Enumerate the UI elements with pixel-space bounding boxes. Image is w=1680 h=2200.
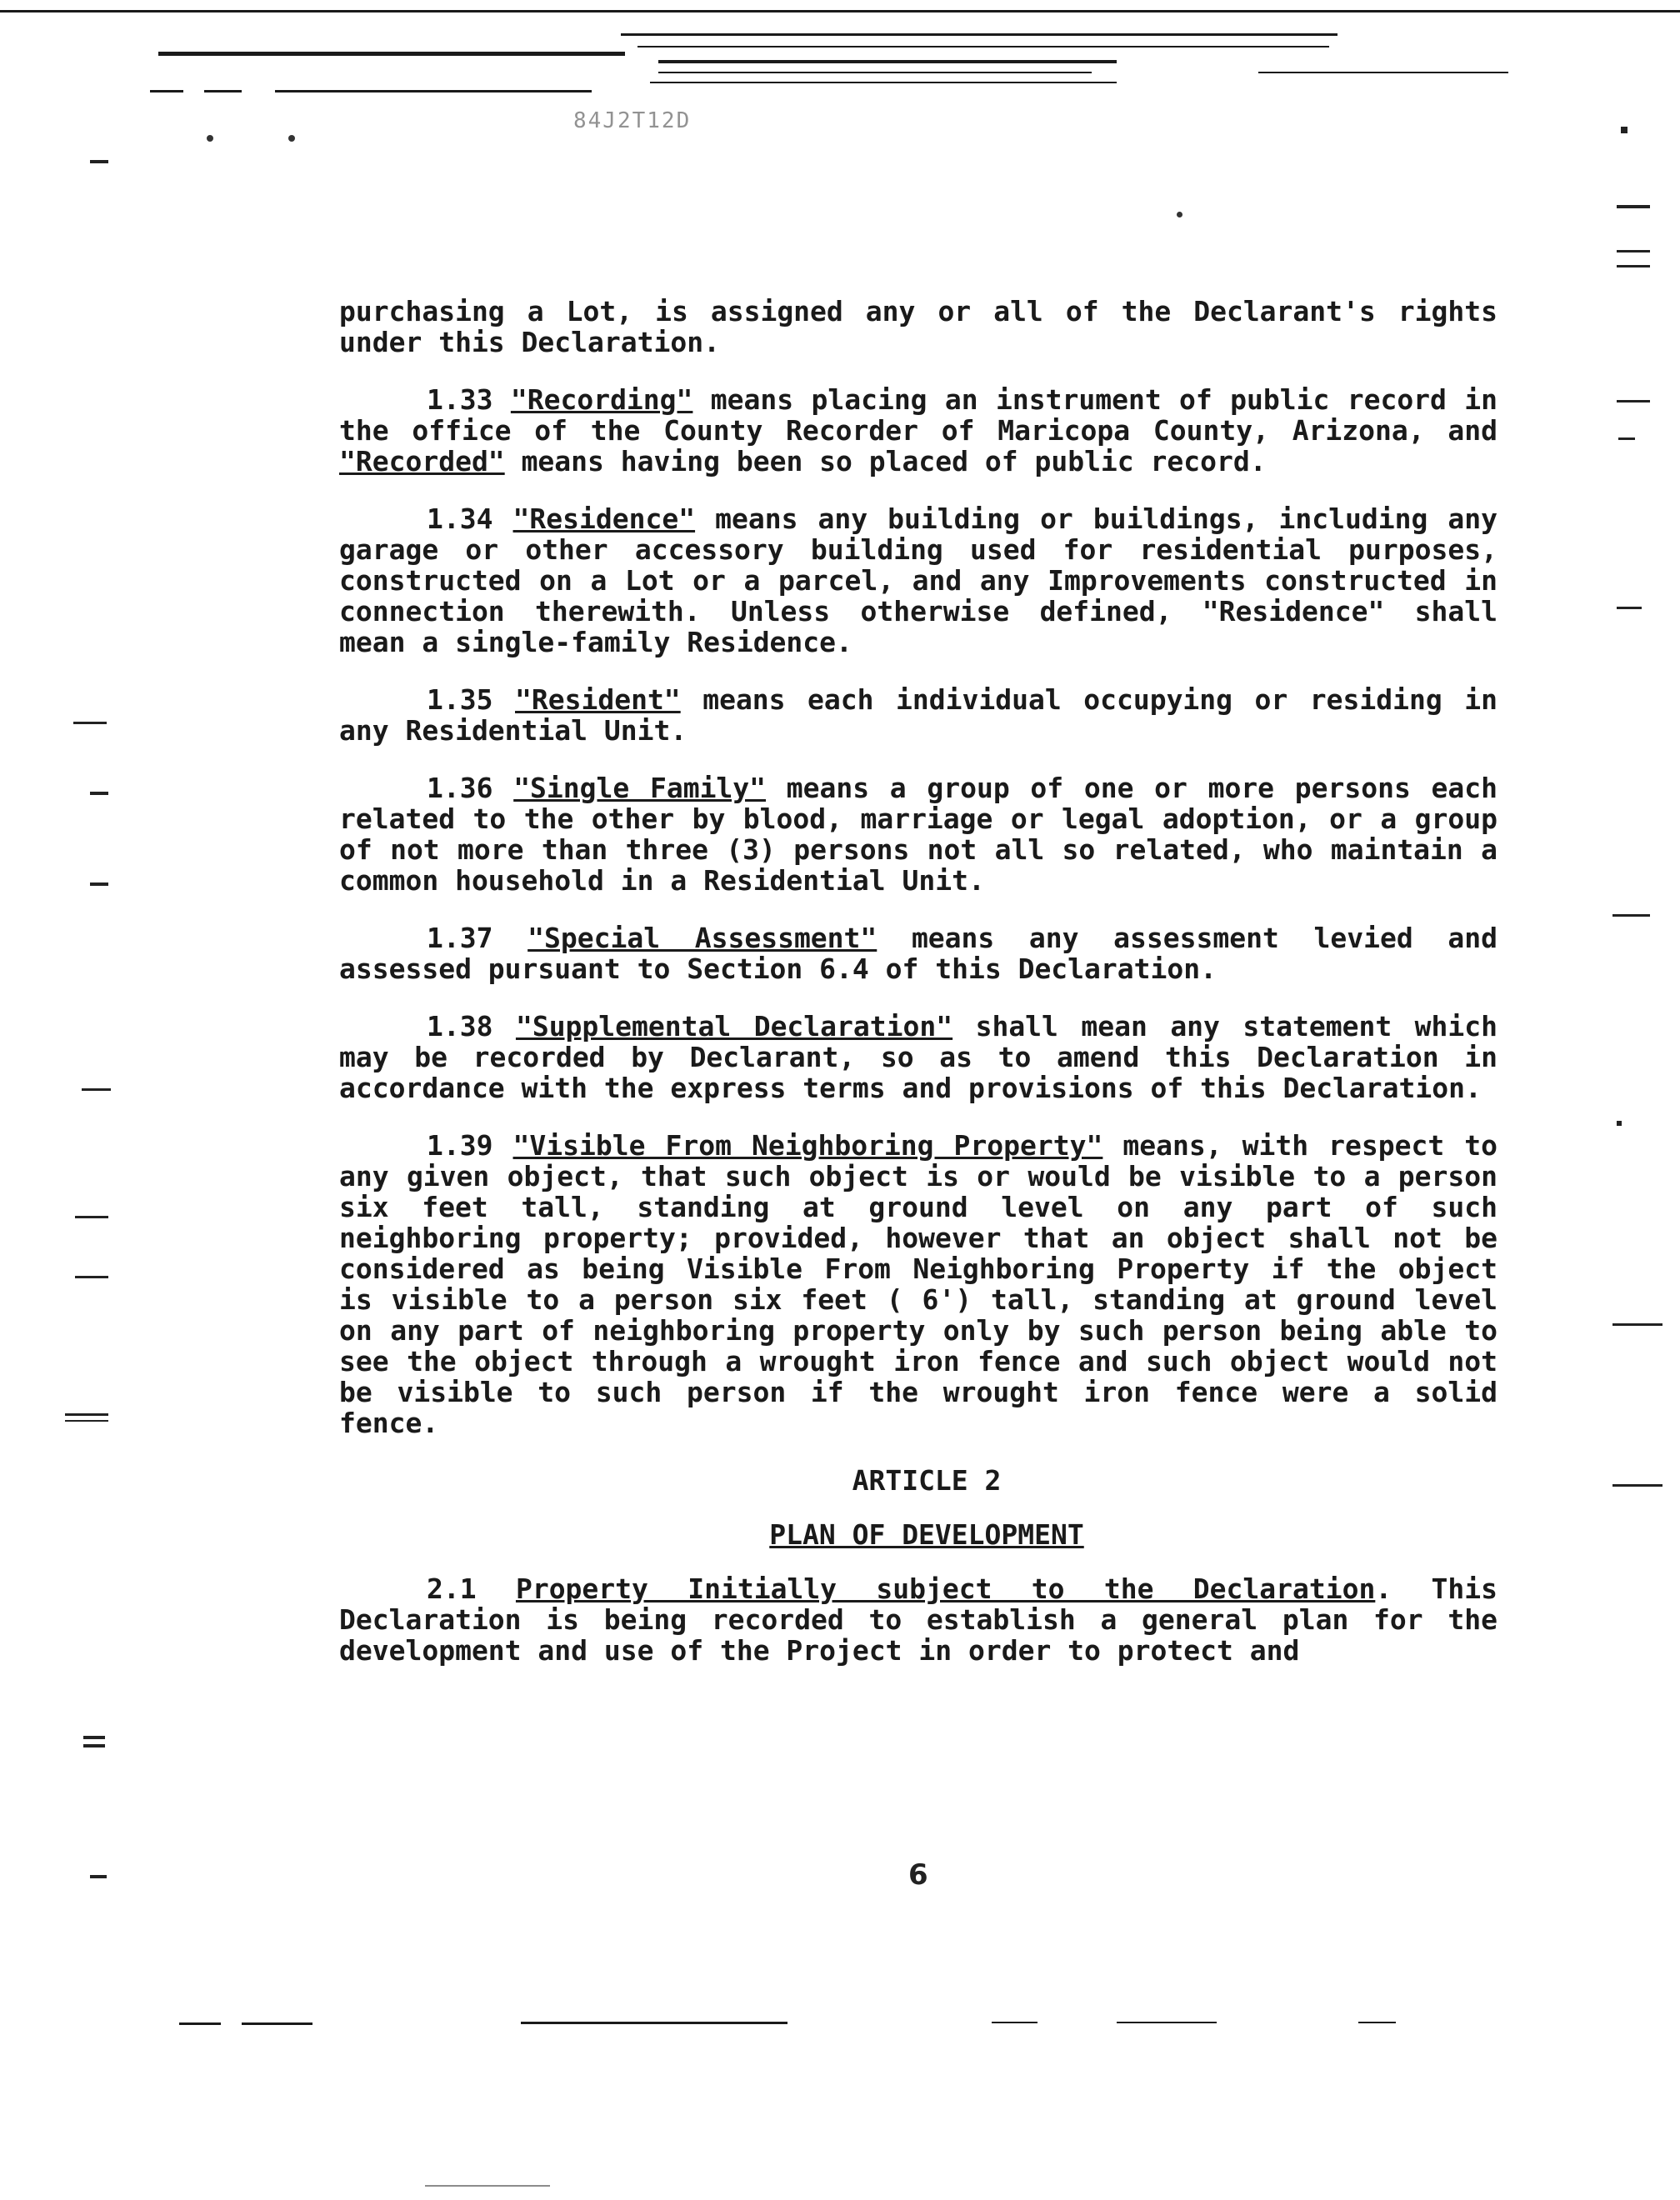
definition-text: shall mean any statement which may be recorded by Declarant, so as to amend this Declaration in accordance with the express terms and provisions of this Declaration. (339, 1010, 1498, 1104)
footer-rule (992, 2022, 1038, 2023)
header-rule (650, 82, 1117, 83)
header-stamp: 84J2T12D (573, 108, 692, 133)
definition-number: 1.35 (427, 683, 493, 716)
margin-mark (1612, 1484, 1662, 1487)
header-rule (1258, 72, 1508, 73)
section-heading: Property Initially subject to the Declaration (515, 1572, 1376, 1605)
definition-1-37 (339, 922, 1498, 984)
definition-text: means each individual occupying or residing in any Residential Unit. (339, 683, 1498, 747)
footer-rule (1358, 2022, 1396, 2023)
definition-term: "Recording" (510, 383, 693, 416)
definition-term: "Single Family" (513, 772, 767, 804)
margin-mark (1617, 265, 1650, 268)
header-rule (658, 60, 1117, 63)
margin-mark (65, 1420, 108, 1422)
margin-mark (75, 1276, 108, 1278)
page-number: 6 (908, 1858, 928, 1892)
intro-paragraph (339, 296, 1498, 358)
definition-number: 1.37 (427, 922, 493, 954)
margin-mark (90, 160, 108, 163)
definition-term: "Visible From Neighboring Property" (512, 1129, 1103, 1162)
header-rule (150, 90, 183, 92)
definition-number: 1.39 (427, 1129, 493, 1162)
header-rule (638, 46, 1329, 48)
footer-rule (521, 2022, 788, 2024)
intro-text: purchasing a Lot, is assigned any or all of the Declarant's rights under this Declaration. (339, 295, 1498, 358)
article-subtitle-text: PLAN OF DEVELOPMENT (769, 1518, 1084, 1551)
margin-mark (1612, 1323, 1662, 1326)
definition-text: means any building or buildings, including any garage or other accessory building used for residential purposes, constructed on a Lot or a parcel, and any Improvements constructed in connection therewith. Unless otherwise defined, "Residence" shall mean a single-family Residence. (339, 502, 1498, 658)
scan-speck (207, 135, 213, 142)
margin-mark (1617, 250, 1650, 252)
definition-number: 1.34 (427, 502, 493, 535)
definition-term: "Resident" (515, 683, 681, 716)
margin-mark (1621, 127, 1628, 133)
definition-text: means a group of one or more persons each related to the other by blood, marriage or legal adoption, or a group of not more than three (3) persons not all so related, who maintain a common household in a Residential Unit. (339, 772, 1498, 897)
margin-mark (75, 1216, 108, 1218)
section-number: 2.1 (427, 1572, 477, 1605)
footer-rule (1117, 2022, 1217, 2023)
definition-term: "Residence" (512, 502, 696, 535)
article-subtitle (339, 1519, 1498, 1550)
definition-1-34 (339, 503, 1498, 658)
footer-rule (242, 2022, 312, 2025)
margin-mark (90, 882, 108, 886)
margin-mark (90, 1875, 107, 1878)
definition-term-secondary: "Recorded" (339, 445, 505, 478)
margin-mark (1617, 205, 1650, 208)
header-rule (621, 33, 1338, 36)
margin-mark (83, 1736, 105, 1739)
margin-mark (1618, 438, 1635, 440)
definition-number: 1.38 (427, 1010, 493, 1042)
article-title: ARTICLE 2 (852, 1464, 1002, 1497)
definition-text-secondary: means having been so placed of public record. (521, 445, 1267, 478)
margin-mark (83, 1744, 105, 1748)
top-border-line (0, 10, 1680, 12)
definition-1-35 (339, 684, 1498, 746)
definition-text: means, with respect to any given object, that such object is or would be visible to a person six feet tall, standing at ground level on any part of such neighboring property; provided, however that an object shall not be considered as being Visible From Neighboring Property if the object is visible to a person six feet ( 6') tall, standing at ground level on any part of neighboring property only by such person being able to see the object through a wrought iron fence and such object would not be visible to such person if the wrought iron fence were a solid fence. (339, 1129, 1498, 1439)
definition-term: "Supplemental Declaration" (515, 1010, 953, 1042)
header-rule (204, 90, 242, 92)
section-2-1 (339, 1573, 1498, 1666)
scan-speck (288, 135, 295, 142)
margin-mark (1617, 400, 1650, 402)
definition-1-36 (339, 772, 1498, 896)
definition-text: means any assessment levied and assessed pursuant to Section 6.4 of this Declaration. (339, 922, 1498, 985)
definition-text: means placing an instrument of public record in the office of the County Recorder of Maricopa County, Arizona, and (339, 383, 1498, 447)
margin-mark (1617, 1121, 1622, 1126)
margin-mark (1612, 914, 1650, 917)
definition-number: 1.33 (427, 383, 493, 416)
margin-mark (90, 792, 108, 795)
definition-number: 1.36 (427, 772, 493, 804)
header-rule (275, 90, 592, 92)
footer-rule (179, 2022, 221, 2025)
definition-1-33 (339, 384, 1498, 477)
header-rule (158, 52, 625, 56)
margin-mark (65, 1413, 108, 1416)
definition-1-39 (339, 1130, 1498, 1438)
margin-mark (1617, 607, 1642, 609)
header-rule (658, 72, 1092, 73)
margin-mark (73, 722, 107, 724)
section-text: . This Declaration is being recorded to establish a general plan for the development and use of the Project in order to protect and (339, 1572, 1498, 1667)
footer-rule (425, 2185, 550, 2187)
margin-mark (82, 1088, 111, 1091)
scan-speck (1177, 212, 1182, 218)
definition-1-38 (339, 1011, 1498, 1103)
document-body (339, 296, 1498, 1692)
definition-term: "Special Assessment" (528, 922, 878, 954)
